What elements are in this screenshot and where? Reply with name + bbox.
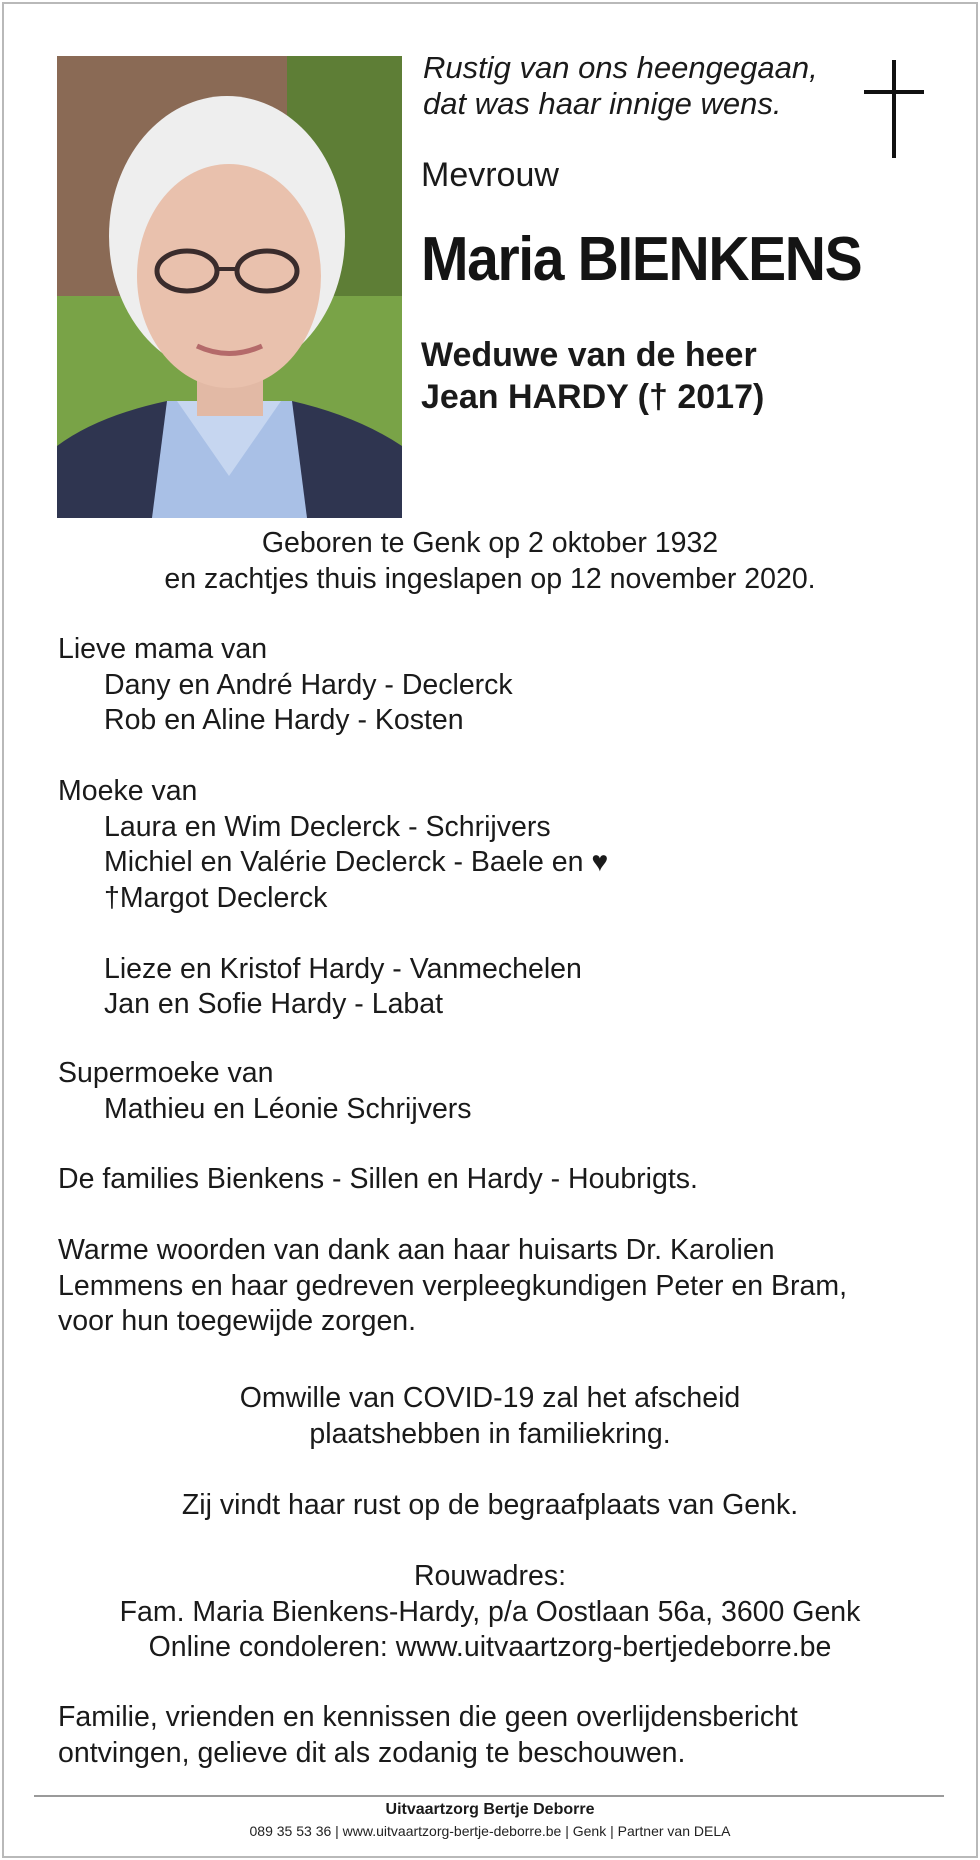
list-item: Dany en André Hardy - Declerck bbox=[104, 668, 513, 701]
thanks-line: voor hun toegewijde zorgen. bbox=[58, 1305, 417, 1337]
cross-icon bbox=[864, 60, 924, 160]
grandchildren-heading: Moeke van bbox=[58, 775, 198, 807]
thanks-line: Warme woorden van dank aan haar huisarts Dr. Karolien bbox=[58, 1234, 775, 1266]
families-line: De families Bienkens - Sillen en Hardy - Houbrigts. bbox=[58, 1163, 698, 1195]
verse-line: Rustig van ons heengegaan, bbox=[423, 50, 818, 85]
thanks-line: Lemmens en haar gedreven verpleegkundigen Peter en Bram, bbox=[58, 1269, 847, 1302]
great-grandchildren-heading: Supermoeke van bbox=[58, 1057, 274, 1089]
widow-of bbox=[421, 334, 764, 418]
covid-block bbox=[30, 1381, 950, 1452]
thanks-block bbox=[58, 1233, 847, 1340]
condolence-line: Online condoleren: www.uitvaartzorg-bertjedeborre.be bbox=[148, 1631, 832, 1663]
verse bbox=[423, 50, 818, 122]
burial-line: Zij vindt haar rust op de begraafplaats van Genk. bbox=[181, 1489, 799, 1521]
notice-line: Familie, vrienden en kennissen die geen overlijdensbericht bbox=[58, 1701, 798, 1733]
birth-line: Geboren te Genk op 2 oktober 1932 bbox=[261, 527, 719, 559]
address-block bbox=[30, 1559, 950, 1666]
list-item: Mathieu en Léonie Schrijvers bbox=[104, 1092, 472, 1125]
children-block bbox=[58, 632, 513, 739]
widow-line: Jean HARDY († 2017) bbox=[421, 378, 765, 416]
death-line: en zachtjes thuis ingeslapen op 12 november 2020. bbox=[164, 562, 816, 595]
list-item: Michiel en Valérie Declerck - Baele en ♥ bbox=[104, 846, 609, 878]
covid-line: Omwille van COVID-19 zal het afscheid bbox=[239, 1382, 741, 1414]
list-item: †Margot Declerck bbox=[104, 881, 328, 914]
notice-line: ontvingen, gelieve dit als zodanig te beschouwen. bbox=[58, 1736, 686, 1769]
covid-line: plaatshebben in familiekring. bbox=[309, 1417, 671, 1450]
address-heading: Rouwadres: bbox=[413, 1560, 567, 1592]
list-item: Laura en Wim Declerck - Schrijvers bbox=[104, 810, 551, 843]
list-item: Jan en Sofie Hardy - Labat bbox=[104, 988, 444, 1020]
great-grandchildren-block bbox=[58, 1056, 472, 1127]
notice-block bbox=[58, 1700, 798, 1771]
footer-divider bbox=[34, 1795, 944, 1797]
honorific: Mevrouw bbox=[421, 156, 559, 194]
children-heading: Lieve mama van bbox=[58, 633, 268, 665]
funeral-company-info: 089 35 53 36 | www.uitvaartzorg-bertje-deborre.be | Genk | Partner van DELA bbox=[249, 1823, 731, 1839]
dates-block bbox=[30, 526, 950, 597]
verse-line: dat was haar innige wens. bbox=[423, 86, 782, 121]
portrait-photo bbox=[57, 56, 402, 518]
list-item: Rob en Aline Hardy - Kosten bbox=[104, 704, 464, 736]
address-line: Fam. Maria Bienkens-Hardy, p/a Oostlaan 56a, 3600 Genk bbox=[119, 1595, 861, 1628]
widow-line: Weduwe van de heer bbox=[421, 336, 757, 374]
funeral-company: Uitvaartzorg Bertje Deborre bbox=[385, 1801, 595, 1818]
grandchildren-block bbox=[58, 774, 608, 1023]
deceased-name: Maria BIENKENS bbox=[421, 225, 862, 294]
list-item: Lieze en Kristof Hardy - Vanmechelen bbox=[104, 952, 582, 985]
